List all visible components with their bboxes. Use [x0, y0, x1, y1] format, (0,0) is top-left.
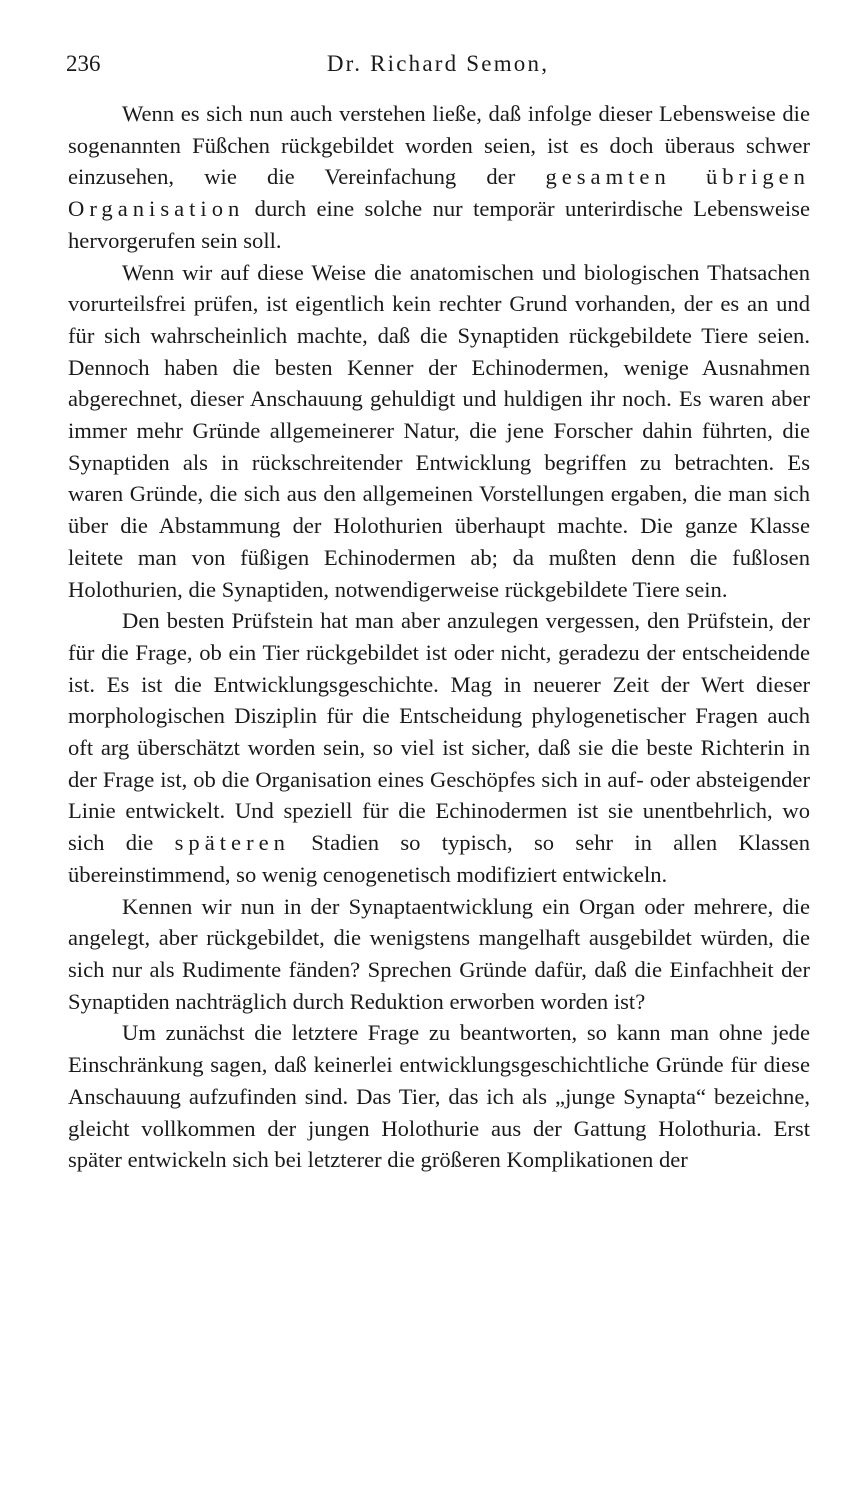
paragraph-3-text-start: Den besten Prüfstein hat man aber anzulegen vergessen, den Prüfstein, der für die Frage, ob ein Tier rückgebildet ist oder nicht, geradezu der entscheidende ist. Es ist die Entwicklungsgeschichte. Mag in neuerer Zeit der Wert dieser morphologischen Disziplin für die Entscheidung phylogenetischer Fragen auch oft arg überschätzt worden sein, so viel ist sicher, daß sie die beste Richterin in der Frage ist, ob die Organisation eines Geschöpfes sich in auf- oder absteigender Linie entwickelt. Und speziell für die Echinodermen ist sie unentbehrlich, wo sich die — [68, 608, 810, 856]
running-head — [66, 44, 810, 84]
header-author: Dr. Richard Semon, — [326, 51, 550, 76]
paragraph-1 — [68, 98, 810, 257]
paragraph-2: Wenn wir auf diese Weise die anatomischen und biologischen Thatsachen vorurteilsfrei prüfen, ist eigentlich kein rechter Grund vorhanden, der es an und für sich wahrscheinlich machte, daß die Synaptiden rückgebildete Tiere seien. Dennoch haben die besten Kenner der Echinodermen, wenige Ausnahmen abgerechnet, dieser Anschauung gehuldigt und huldigen ihr noch. Es waren aber immer mehr Gründe allgemeinerer Natur, die jene Forscher dahin führten, die Synaptiden als in rückschreitender Entwicklung begriffen zu betrachten. Es waren Gründe, die sich aus den allgemeinen Vorstellungen ergaben, die man sich über die Abstammung der Holothurien überhaupt machte. Die ganze Klasse leitete man von füßigen Echinodermen ab; da mußten denn die fußlosen Holothurien, die Synaptiden, notwendigerweise rückgebildete Tiere sein. — [68, 259, 810, 602]
body-text — [68, 98, 810, 1176]
paragraph-3 — [68, 605, 810, 890]
paragraph-1-text-start: Wenn es sich nun auch verstehen ließe, daß infolge dieser Lebensweise die sogenannten Füßchen rückgebildet worden seien, ist es doch überaus schwer einzusehen, wie die Vereinfachung der — [68, 101, 810, 190]
emphasized-text-spaeteren: späteren — [174, 830, 290, 856]
paragraph-5: Um zunächst die letztere Frage zu beantworten, so kann man ohne jede Einschränkung sagen, daß keinerlei entwicklungsgeschichtliche Gründe für diese Anschauung aufzufinden sind. Das Tier, das ich als „junge Synapta“ bezeichne, gleicht vollkommen der jungen Holothurie aus der Gattung Holothuria. Erst später entwickeln sich bei letzterer die größeren Komplikationen der — [68, 1020, 810, 1173]
paragraph-3-text-end: Stadien so typisch, so sehr in allen Klassen übereinstimmend, so wenig cenogenetisch modifiziert entwickeln. — [68, 830, 810, 887]
emphasized-text-gesamten-organisation: gesamten übrigen Organisation — [68, 164, 810, 222]
page-number: 236 — [66, 51, 101, 76]
paragraph-4: Kennen wir nun in der Synaptaentwicklung ein Organ oder mehrere, die angelegt, aber rückgebildet, die wenigstens mangelhaft ausgebildet würden, die sich nur als Rudimente fänden? Sprechen Gründe dafür, daß die Einfachheit der Synaptiden nachträglich durch Reduktion erworben worden ist? — [68, 893, 810, 1014]
paragraph-1-text-end: durch eine solche nur temporär unterirdische Lebensweise hervorgerufen sein soll. — [68, 196, 810, 253]
